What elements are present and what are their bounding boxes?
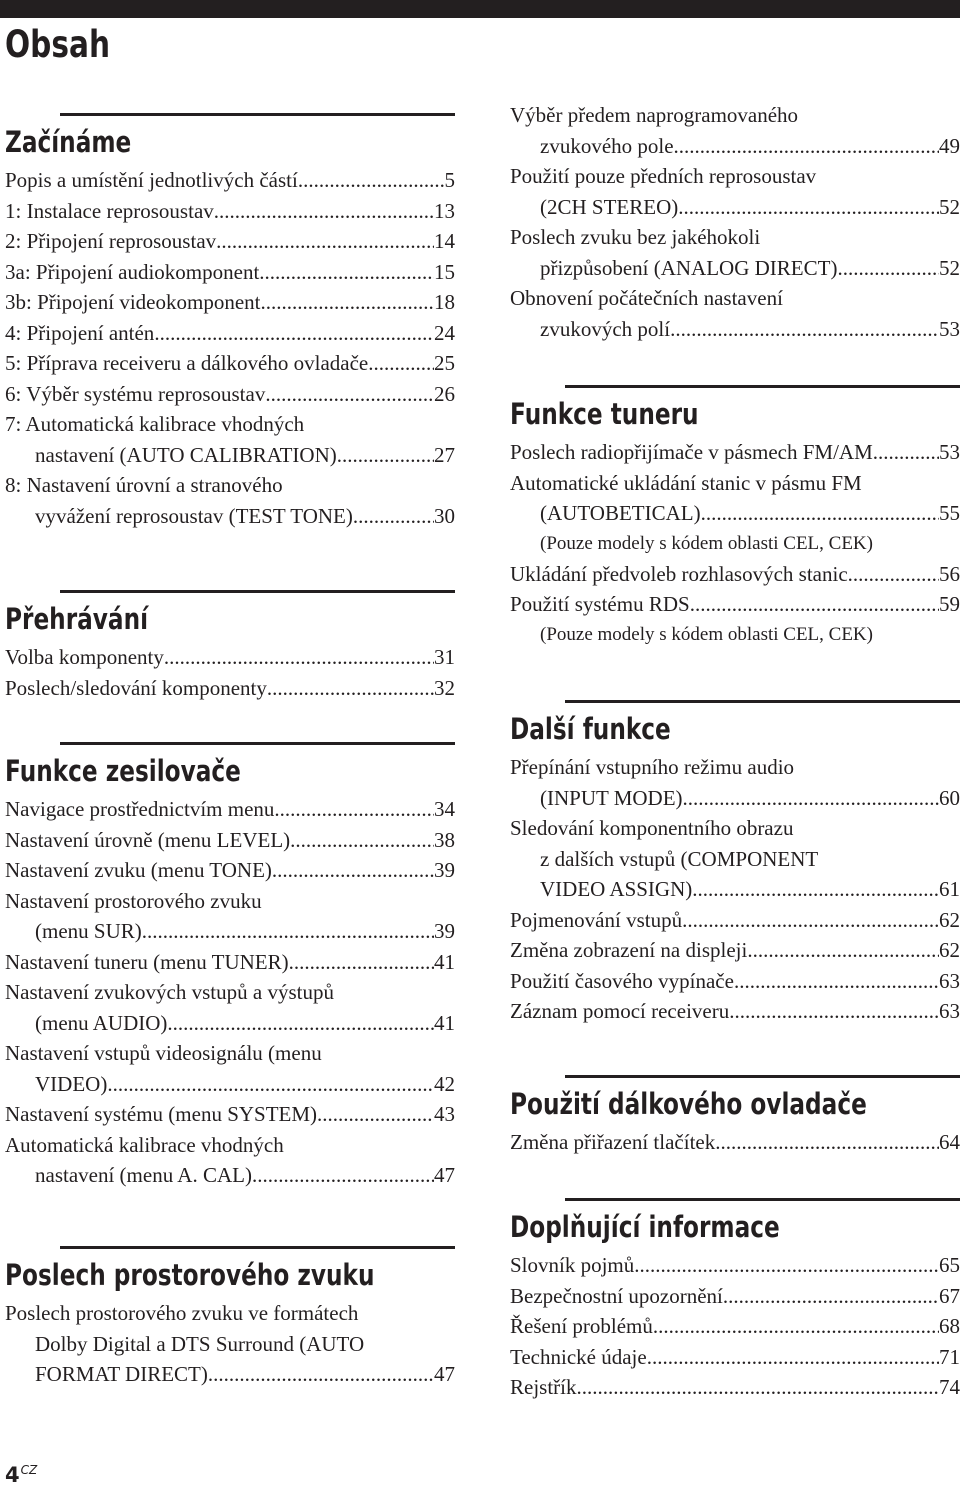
toc-entry-line — [5, 470, 455, 501]
toc-entry-label: Pojmenování vstupů — [510, 907, 683, 932]
toc-entry — [510, 222, 960, 283]
toc-entry-line — [510, 1311, 960, 1342]
toc-entry-label: 8: Nastavení úrovní a stranového — [5, 473, 283, 497]
toc-entry-line — [5, 886, 455, 917]
toc-page-number: 62 — [939, 907, 960, 932]
page-number — [5, 1463, 37, 1487]
toc-entry — [5, 947, 455, 978]
toc-entry-label: z dalších vstupů (COMPONENT — [540, 846, 819, 871]
toc-entry-line — [510, 589, 960, 620]
toc-entry-label: Navigace prostřednictvím menu — [5, 797, 275, 821]
toc-entry-label: Použití časového vypínače — [510, 968, 734, 993]
toc-entry-line — [5, 226, 455, 257]
toc-list — [5, 165, 455, 531]
toc-entry-line — [510, 1127, 960, 1158]
toc-entry-line — [5, 1160, 455, 1191]
toc-entry — [510, 1127, 960, 1158]
toc-page-number: 61 — [939, 877, 960, 901]
toc-entry — [5, 287, 455, 318]
section-prehravani — [5, 590, 455, 703]
toc-entry-label: Obnovení počátečních nastavení — [510, 286, 783, 310]
toc-page-number: 52 — [939, 194, 960, 219]
toc-entry-label: zvukového pole — [540, 133, 674, 158]
section-zesilovac — [5, 742, 455, 1191]
toc-entry-line — [510, 935, 960, 966]
toc-entry-line — [5, 1008, 455, 1039]
toc-entry-line — [510, 1372, 960, 1403]
toc-entry-label: Ukládání předvoleb rozhlasových stanic — [510, 561, 848, 586]
toc-entry-line — [5, 287, 455, 318]
toc-entry — [510, 1372, 960, 1403]
toc-entry-line — [510, 559, 960, 590]
toc-entry-label: (menu AUDIO) — [35, 1010, 168, 1035]
toc-page-number: 68 — [939, 1314, 960, 1338]
section-rule — [565, 1075, 960, 1078]
toc-entry — [5, 257, 455, 288]
toc-entry-label: 1: Instalace reprosoustav — [5, 198, 214, 223]
section-rule — [60, 113, 455, 116]
toc-entry-line — [510, 966, 960, 997]
toc-page-number: 49 — [939, 133, 960, 158]
toc-leader-dots — [848, 559, 939, 590]
section-rule — [60, 590, 455, 593]
toc-entry-line — [510, 161, 960, 192]
toc-entry-label: Poslech zvuku bez jakéhokoli — [510, 225, 761, 249]
toc-entry — [510, 813, 960, 905]
section-dalkovy — [510, 1075, 960, 1158]
toc-entry-line — [5, 1130, 455, 1161]
toc-entry-label: Bezpečnostní upozornění — [510, 1283, 723, 1308]
toc-entry-line — [5, 1359, 455, 1390]
top-bar — [0, 0, 960, 18]
toc-entry-line — [510, 314, 960, 345]
toc-entry-label: (AUTOBETICAL) — [540, 501, 701, 525]
toc-entry — [510, 1311, 960, 1342]
toc-entry-line — [5, 165, 455, 196]
page-number-value: 4 — [5, 1463, 20, 1487]
toc-list — [510, 1250, 960, 1403]
toc-leader-dots — [142, 916, 434, 947]
toc-entry-label: Použití systému RDS — [510, 592, 690, 616]
section-title: Funkce tuneru — [510, 397, 699, 431]
toc-leader-dots — [298, 165, 445, 196]
toc-leader-dots — [692, 874, 939, 905]
toc-entry-label: Poslech/sledování komponenty — [5, 675, 267, 700]
toc-leader-dots — [683, 783, 939, 814]
toc-page-number: 27 — [434, 442, 455, 467]
toc-entry — [510, 996, 960, 1027]
section-pole — [510, 100, 960, 344]
toc-leader-dots — [682, 905, 939, 936]
toc-entry-label: Řešení problémů — [510, 1314, 653, 1338]
toc-entry — [5, 409, 455, 470]
toc-leader-dots — [873, 437, 939, 468]
toc-entry-line — [510, 498, 960, 529]
toc-entry — [5, 348, 455, 379]
toc-page-number: 47 — [434, 1163, 455, 1187]
toc-page-number: 41 — [434, 1010, 455, 1035]
toc-entry — [5, 318, 455, 349]
toc-page-number: 15 — [434, 259, 455, 284]
toc-entry — [510, 1342, 960, 1373]
section-rule — [565, 385, 960, 388]
section-dalsi — [510, 700, 960, 1027]
toc-entry-label: nastavení (AUTO CALIBRATION) — [35, 442, 337, 467]
section-doplnujici — [510, 1198, 960, 1403]
toc-page-number: 31 — [434, 645, 455, 669]
toc-entry — [510, 966, 960, 997]
toc-leader-dots — [208, 1359, 434, 1390]
toc-entry — [510, 468, 960, 559]
toc-entry-note: (Pouze modely s kódem oblasti CEL, CEK) — [540, 623, 873, 645]
toc-leader-dots — [577, 1372, 940, 1403]
toc-entry — [510, 100, 960, 161]
toc-entry-label: Poslech prostorového zvuku ve formátech — [5, 1301, 359, 1325]
toc-page-number: 39 — [434, 858, 455, 882]
page-title: Obsah — [5, 23, 111, 66]
toc-entry-line — [5, 947, 455, 978]
toc-page-number: 59 — [939, 592, 960, 616]
toc-entry-line — [5, 379, 455, 410]
toc-leader-dots — [267, 673, 434, 704]
toc-list — [5, 1298, 455, 1390]
toc-entry-label: Nastavení systému (menu SYSTEM) — [5, 1102, 318, 1126]
toc-leader-dots — [259, 257, 434, 288]
toc-page-number: 5 — [444, 168, 455, 192]
toc-list — [510, 437, 960, 650]
section-title: Poslech prostorového zvuku — [5, 1258, 375, 1292]
toc-entry-label: Použití pouze předních reprosoustav — [510, 164, 817, 188]
toc-entry — [5, 1130, 455, 1191]
toc-entry-label: 5: Příprava receiveru a dálkového ovladače — [5, 351, 369, 375]
toc-page-number: 55 — [939, 501, 960, 525]
toc-entry — [5, 886, 455, 947]
toc-entry-line — [510, 253, 960, 284]
section-prostorovy — [5, 1246, 455, 1390]
toc-entry-label: Nastavení zvuku (menu TONE) — [5, 858, 272, 882]
toc-leader-dots — [337, 440, 434, 471]
toc-page-number: 63 — [939, 968, 960, 993]
toc-leader-dots — [634, 1250, 939, 1281]
toc-entry-line — [510, 131, 960, 162]
toc-list — [510, 752, 960, 1027]
section-rule — [565, 700, 960, 703]
toc-leader-dots — [214, 196, 434, 227]
toc-entry — [5, 1038, 455, 1099]
toc-leader-dots — [265, 379, 434, 410]
toc-page-number: 43 — [434, 1102, 455, 1126]
toc-entry — [510, 161, 960, 222]
toc-entry-label: Změna zobrazení na displeji — [510, 938, 748, 962]
toc-leader-dots — [164, 642, 434, 673]
toc-entry — [510, 589, 960, 650]
toc-entry-line — [5, 642, 455, 673]
toc-entry-label: Popis a umístění jednotlivých částí — [5, 168, 298, 192]
toc-page-number: 34 — [434, 797, 455, 821]
toc-entry-label: Volba komponenty — [5, 645, 164, 669]
toc-entry-line — [510, 192, 960, 223]
toc-page-number: 32 — [434, 675, 455, 700]
toc-list — [5, 642, 455, 703]
toc-entry-line — [510, 1342, 960, 1373]
toc-entry-line — [5, 916, 455, 947]
toc-leader-dots — [678, 192, 939, 223]
toc-entry-line — [510, 874, 960, 905]
toc-entry-line — [5, 977, 455, 1008]
toc-page-number: 62 — [939, 938, 960, 962]
toc-entry-label: zvukových polí — [540, 316, 671, 341]
toc-entry-line — [510, 468, 960, 499]
toc-leader-dots — [107, 1069, 434, 1100]
toc-entry-line — [510, 996, 960, 1027]
toc-entry-label: 4: Připojení antén — [5, 320, 155, 345]
toc-page-number: 74 — [939, 1375, 960, 1399]
toc-list — [510, 1127, 960, 1158]
toc-entry-line — [510, 783, 960, 814]
toc-leader-dots — [734, 966, 939, 997]
section-title: Přehrávání — [5, 602, 149, 636]
toc-entry-line — [510, 100, 960, 131]
toc-entry — [510, 1281, 960, 1312]
toc-entry — [5, 379, 455, 410]
toc-entry-line — [510, 905, 960, 936]
toc-page-number: 38 — [434, 827, 455, 852]
toc-entry-line — [510, 752, 960, 783]
section-title: Funkce zesilovače — [5, 754, 241, 788]
toc-entry-label: Přepínání vstupního režimu audio — [510, 755, 795, 779]
toc-leader-dots — [747, 935, 939, 966]
toc-leader-dots — [289, 947, 434, 978]
toc-entry — [510, 935, 960, 966]
toc-entry-label: Nastavení prostorového zvuku — [5, 888, 262, 913]
toc-entry-label: 2: Připojení reprosoustav — [5, 229, 217, 253]
toc-entry-label: 6: Výběr systému reprosoustav — [5, 381, 266, 406]
toc-leader-dots — [260, 287, 434, 318]
toc-entry-label: Záznam pomocí receiveru — [510, 999, 730, 1023]
toc-list — [510, 100, 960, 344]
toc-entry — [510, 905, 960, 936]
toc-entry-label: Nastavení úrovně (menu LEVEL) — [5, 827, 291, 852]
toc-leader-dots — [317, 1099, 434, 1130]
toc-entry-label: Automatická kalibrace vhodných — [5, 1132, 284, 1157]
toc-entry-line — [5, 440, 455, 471]
toc-entry-line — [5, 409, 455, 440]
toc-page-number: 42 — [434, 1071, 455, 1096]
toc-entry — [510, 559, 960, 590]
toc-page-number: 26 — [434, 381, 455, 406]
toc-page-number: 18 — [434, 290, 455, 314]
toc-entry — [5, 1298, 455, 1390]
toc-page-number: 63 — [939, 999, 960, 1023]
section-tuner — [510, 385, 960, 650]
toc-entry-line — [510, 283, 960, 314]
toc-entry — [5, 977, 455, 1038]
toc-entry-line — [5, 1298, 455, 1329]
toc-entry-label: (menu SUR) — [35, 919, 142, 943]
toc-entry-line — [5, 1329, 455, 1360]
section-zaciname — [5, 113, 455, 531]
toc-entry — [510, 1250, 960, 1281]
toc-entry-line — [510, 844, 960, 875]
toc-entry-label: 3a: Připojení audiokomponent — [5, 259, 260, 284]
toc-page-number: 41 — [434, 949, 455, 974]
toc-entry — [5, 673, 455, 704]
toc-leader-dots — [837, 253, 939, 284]
toc-page-number: 25 — [434, 351, 455, 375]
toc-page-number: 30 — [434, 503, 455, 528]
toc-entry — [5, 794, 455, 825]
toc-entry-line — [5, 196, 455, 227]
section-title: Doplňující informace — [510, 1210, 780, 1244]
toc-leader-dots — [715, 1127, 939, 1158]
toc-page-number: 56 — [939, 561, 960, 586]
toc-entry-line — [510, 437, 960, 468]
section-title: Začínáme — [5, 125, 132, 159]
toc-page-number: 60 — [939, 785, 960, 810]
toc-page-number: 65 — [939, 1253, 960, 1277]
toc-page-number: 53 — [939, 440, 960, 464]
toc-leader-dots — [252, 1160, 434, 1191]
toc-page-number: 14 — [434, 229, 455, 253]
section-rule — [565, 1198, 960, 1201]
toc-entry-label: 7: Automatická kalibrace vhodných — [5, 412, 305, 436]
toc-leader-dots — [290, 825, 434, 856]
toc-entry — [5, 642, 455, 673]
toc-entry-label: Slovník pojmů — [510, 1253, 635, 1277]
toc-entry — [5, 226, 455, 257]
toc-entry-label: Sledování komponentního obrazu — [510, 816, 794, 840]
toc-page-number: 24 — [434, 320, 455, 345]
toc-entry-line — [5, 257, 455, 288]
toc-leader-dots — [272, 855, 434, 886]
toc-entry-label: Nastavení vstupů videosignálu (menu — [5, 1041, 322, 1065]
toc-page-number: 52 — [939, 255, 960, 280]
toc-entry-label: (2CH STEREO) — [540, 194, 679, 219]
toc-entry-label: VIDEO) — [35, 1071, 108, 1096]
toc-leader-dots — [647, 1342, 939, 1373]
section-rule — [60, 1246, 455, 1249]
toc-entry-label: Poslech radiopřijímače v pásmech FM/AM — [510, 440, 873, 464]
toc-page-number: 39 — [434, 919, 455, 943]
toc-entry-line — [5, 1069, 455, 1100]
toc-entry-label: Dolby Digital a DTS Surround (AUTO — [35, 1331, 365, 1356]
toc-entry-label: Výběr předem naprogramovaného — [510, 103, 799, 127]
toc-entry-note: (Pouze modely s kódem oblasti CEL, CEK) — [540, 532, 873, 554]
toc-page-number: 64 — [939, 1130, 960, 1154]
toc-entry — [5, 825, 455, 856]
toc-entry-line — [5, 794, 455, 825]
toc-page-number: 53 — [939, 316, 960, 341]
toc-list — [5, 794, 455, 1191]
toc-entry-label: Automatické ukládání stanic v pásmu FM — [510, 470, 862, 495]
toc-entry-line — [5, 501, 455, 532]
toc-entry — [5, 470, 455, 531]
toc-entry-line — [510, 813, 960, 844]
toc-leader-dots — [729, 996, 939, 1027]
toc-page-number: 71 — [939, 1344, 960, 1369]
toc-leader-dots — [690, 589, 939, 620]
toc-entry-label: Nastavení tuneru (menu TUNER) — [5, 949, 289, 974]
toc-entry — [510, 283, 960, 344]
toc-page-number: 13 — [434, 198, 455, 223]
toc-leader-dots — [167, 1008, 434, 1039]
toc-entry-line — [5, 318, 455, 349]
toc-entry — [5, 1099, 455, 1130]
toc-entry-line — [5, 855, 455, 886]
toc-entry-label: VIDEO ASSIGN) — [540, 877, 693, 901]
toc-entry-label: Technické údaje — [510, 1344, 647, 1369]
toc-entry-line — [510, 1250, 960, 1281]
section-title: Použití dálkového ovladače — [510, 1087, 867, 1121]
toc-entry-line — [5, 348, 455, 379]
toc-entry-label: vyvážení reprosoustav (TEST TONE) — [35, 503, 353, 528]
toc-leader-dots — [670, 314, 939, 345]
toc-leader-dots — [723, 1281, 939, 1312]
toc-entry — [5, 165, 455, 196]
toc-entry-line — [5, 825, 455, 856]
toc-entry-line — [510, 1281, 960, 1312]
toc-leader-dots — [353, 501, 434, 532]
section-rule — [60, 742, 455, 745]
page-number-suffix: CZ — [20, 1463, 38, 1477]
toc-entry — [510, 437, 960, 468]
toc-entry-label: Rejstřík — [510, 1375, 577, 1399]
toc-entry-label: FORMAT DIRECT) — [35, 1362, 208, 1386]
toc-entry-label: přizpůsobení (ANALOG DIRECT) — [540, 255, 838, 280]
toc-entry-line — [5, 673, 455, 704]
toc-entry — [510, 752, 960, 813]
toc-entry-line — [510, 222, 960, 253]
toc-leader-dots — [368, 348, 434, 379]
toc-entry-label: 3b: Připojení videokomponent — [5, 290, 261, 314]
toc-entry-line — [5, 1038, 455, 1069]
toc-entry-label: nastavení (menu A. CAL) — [35, 1163, 252, 1187]
toc-leader-dots — [216, 226, 434, 257]
toc-entry-label: (INPUT MODE) — [540, 785, 683, 810]
toc-entry — [5, 196, 455, 227]
toc-leader-dots — [653, 1311, 939, 1342]
toc-entry — [5, 855, 455, 886]
toc-leader-dots — [154, 318, 434, 349]
toc-entry-label: Nastavení zvukových vstupů a výstupů — [5, 980, 334, 1004]
toc-page-number: 67 — [939, 1283, 960, 1308]
section-title: Další funkce — [510, 712, 671, 746]
toc-page-number: 47 — [434, 1362, 455, 1386]
toc-leader-dots — [674, 131, 939, 162]
toc-entry-line — [5, 1099, 455, 1130]
toc-leader-dots — [274, 794, 434, 825]
toc-leader-dots — [701, 498, 939, 529]
toc-entry-label: Změna přiřazení tlačítek — [510, 1130, 716, 1154]
